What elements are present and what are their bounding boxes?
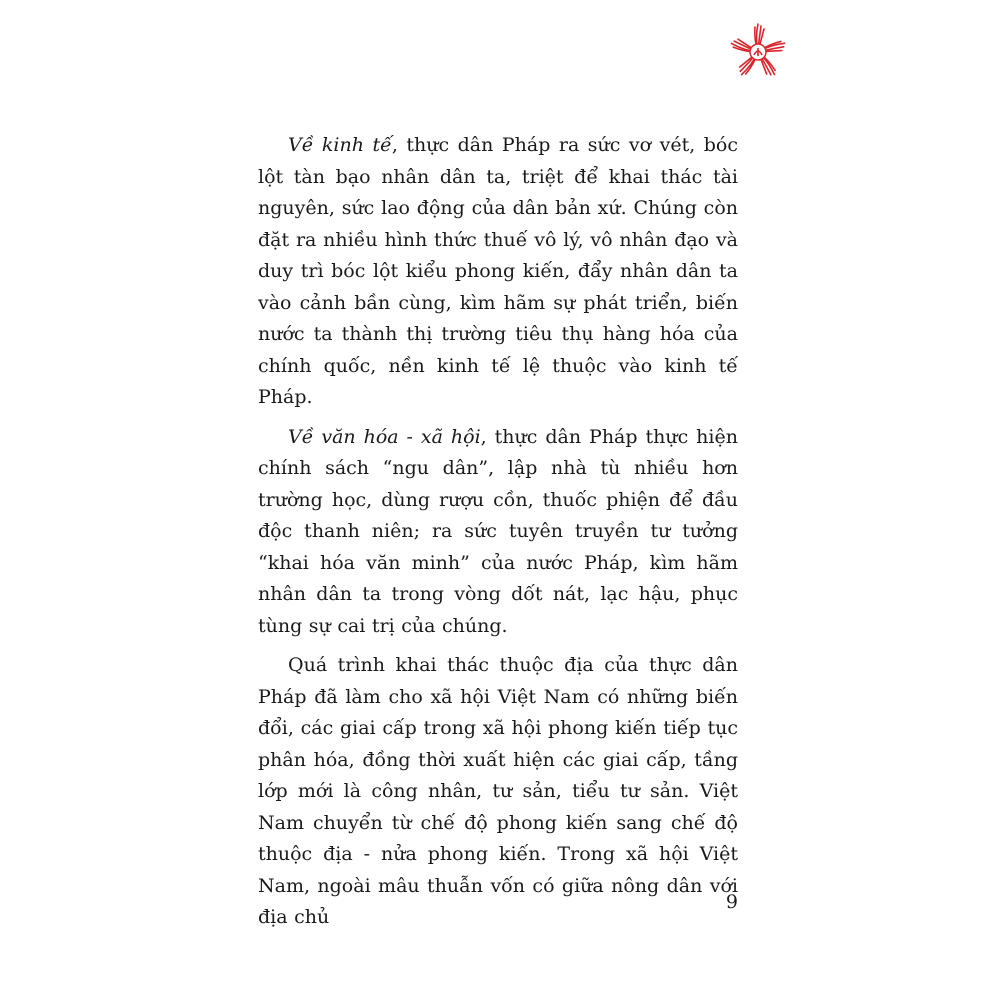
paragraph-culture-society <box>258 422 738 643</box>
paragraph-text: Quá trình khai thác thuộc địa của thực dân Pháp đã làm cho xã hội Việt Nam có những biến đổi, các giai cấp trong xã hội phong kiến tiếp tục phân hóa, đồng thời xuất hiện các giai cấp, tầng lớp mới là công nhân, tư sản, tiểu tư sản. Việt Nam chuyển từ chế độ phong kiến sang chế độ thuộc địa - nửa phong kiến. Trong xã hội Việt Nam, ngoài mâu thuẫn vốn có giữa nông dân với địa chủ <box>258 654 738 928</box>
body-text <box>258 130 738 942</box>
paragraph-lead: Về văn hóa - xã hội <box>288 425 481 448</box>
paragraph-text: , thực dân Pháp thực hiện chính sách “ngu dân”, lập nhà tù nhiều hơn trường học, dùng rượu cồn, thuốc phiện để đầu độc thanh niên; ra sức tuyên truyền tư tưởng “khai hóa văn minh” của nước Pháp, kìm hãm nhân dân ta trong vòng dốt nát, lạc hậu, phục tùng sự cai trị của chúng. <box>258 425 738 637</box>
paragraph-text: , thực dân Pháp ra sức vơ vét, bóc lột tàn bạo nhân dân ta, triệt để khai thác tài nguyên, sức lao động của dân bản xứ. Chúng còn đặt ra nhiều hình thức thuế vô lý, vô nhân đạo và duy trì bóc lột kiểu phong kiến, đẩy nhân dân ta vào cảnh bần cùng, kìm hãm sự phát triển, biến nước ta thành thị trường tiêu thụ hàng hóa của chính quốc, nền kinh tế lệ thuộc vào kinh tế Pháp. <box>258 134 738 408</box>
page-number: 9 <box>725 891 738 913</box>
paragraph-colonial-exploitation <box>258 650 738 934</box>
paragraph-lead: Về kinh tế <box>288 134 392 156</box>
publisher-logo <box>728 22 788 82</box>
red-star-logo-icon <box>728 22 788 82</box>
paragraph-economy <box>258 130 738 414</box>
